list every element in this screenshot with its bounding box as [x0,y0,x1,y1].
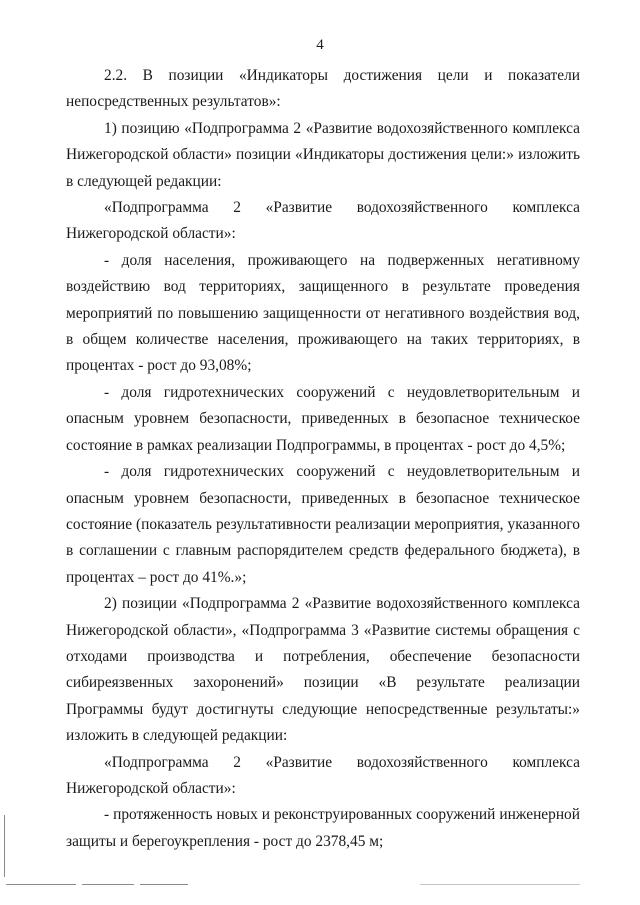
paragraph-subprogram-2-heading-repeat: «Подпрограмма 2 «Развитие водохозяйственного комплекса Нижегородской области»: [66,753,580,797]
scan-bottom-dash [6,884,76,885]
scan-bottom-dash [82,884,134,885]
paragraph-indicator-population: - доля населения, проживающего на подверженных негативному воздействию вод территориях, защищенного в результате проведения мероприятий по повышению защищенности от негативного воздействия вод, в общем количестве населения, проживающего на таких территориях, в процентах - рост до 93,08%; [66,251,580,375]
paragraph-section-2-2: 2.2. В позиции «Индикаторы достижения цели и показатели непосредственных результатов»: [66,67,580,111]
scan-bottom-dash [420,884,580,885]
document-body [66,63,580,855]
paragraph-item-2: 2) позиции «Подпрограмма 2 «Развитие водохозяйственного комплекса Нижегородской области», «Подпрограмма 3 «Развитие системы обращения с отходами производства и потребления, обеспечение безопасности сибиреязвенных захоронений» позиции «В результате реализации Программы будут достигнуты следующие непосредственные результаты:» изложить в следующей редакции: [66,595,580,745]
paragraph-indicator-hydro-1: - доля гидротехнических сооружений с неудовлетворительным и опасным уровнем безопасности, приведенных в безопасное техническое состояние в рамках реализации Подпрограммы, в процентах - рост до 4,5%; [66,383,580,454]
scan-bottom-dash [140,884,188,885]
page-number: 4 [316,37,324,53]
paragraph-subprogram-2-heading: «Подпрограмма 2 «Развитие водохозяйственного комплекса Нижегородской области»: [66,199,580,243]
paragraph-result-protection-length: - протяженность новых и реконструированных сооружений инженерной защиты и берегоукрепления - рост до 2378,45 м; [66,806,580,850]
paragraph-item-1: 1) позицию «Подпрограмма 2 «Развитие водохозяйственного комплекса Нижегородской области» позиции «Индикаторы достижения цели:» изложить в следующей редакции: [66,119,580,190]
scan-margin-mark [4,815,5,877]
paragraph-indicator-hydro-2: - доля гидротехнических сооружений с неудовлетворительным и опасным уровнем безопасности, приведенных в безопасное техническое состояние (показатель результативности реализации мероприятия, указанного в соглашении с главным распорядителем средств федерального бюджета), в процентах – рост до 41%.»; [66,463,580,586]
